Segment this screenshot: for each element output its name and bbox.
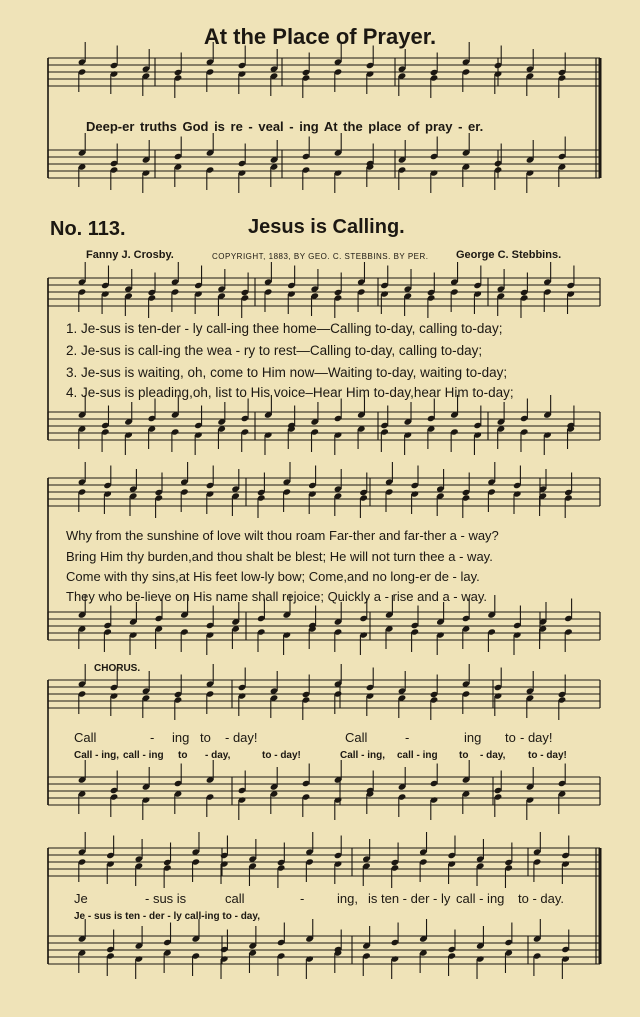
chorus-word: to - day. (518, 891, 565, 906)
top-piece-title: At the Place of Prayer. (203, 24, 437, 49)
hymn-number: No. 113. (50, 218, 126, 240)
chorus-bass-word: - day, (480, 750, 506, 761)
chorus-word: to (505, 730, 516, 745)
chorus-word: ing, (337, 891, 358, 906)
verse-2-line-2: Bring Him thy burden,and thou shalt be blest; He will not turn thee a - way. (66, 549, 493, 564)
chorus-bass-word: call - ing (397, 750, 438, 761)
hymn-author: Fanny J. Crosby. (86, 249, 174, 261)
verse-2-line-1: 2. Je-sus is call-ing the wea - ry to rest—Calling to-day, calling to-day; (66, 343, 483, 358)
chorus-label: CHORUS. (94, 663, 141, 674)
verse-1-line-2: Why from the sunshine of love wilt thou roam Far-ther and far-ther a - way? (66, 528, 499, 543)
verse-1-line-1: 1. Je-sus is ten-der - ly call-ing thee home—Calling to-day, calling to-day; (66, 321, 503, 336)
chorus-bass-word: to - day! (262, 750, 301, 761)
chorus-bass-word: Call - ing, (340, 750, 385, 761)
chorus-bass-word: Call - ing, (74, 750, 119, 761)
chorus-word: ing (172, 730, 190, 745)
verse-3-line-1: 3. Je-sus is waiting, oh, come to Him now—Waiting to-day, waiting to-day; (66, 365, 508, 380)
chorus-word: Call (74, 730, 97, 745)
chorus-bass-word: to (459, 750, 469, 761)
chorus-word: to (200, 730, 211, 745)
verse-4-line-2: They who be-lieve on His name shall rejoice; Quickly a - rise and a - way. (66, 589, 487, 604)
chorus-word: Call (345, 730, 368, 745)
chorus-bass-word: to - day! (528, 750, 567, 761)
verse-3-line-2: Come with thy sins,at His feet low-ly bow; Come,and no long-er de - lay. (66, 569, 480, 584)
chorus-bass-line-2: Je - sus is ten - der - ly call-ing to - day, (74, 911, 260, 922)
chorus-word: Je (74, 891, 88, 906)
chorus-word: call (225, 891, 245, 906)
chorus-word: - (300, 891, 305, 906)
chorus-word: - (150, 730, 155, 745)
chorus-word: is ten - der - ly (368, 891, 451, 906)
chorus-word: call - ing (456, 891, 505, 906)
chorus-bass-word: call - ing (123, 750, 164, 761)
chorus-bass-word: to (178, 750, 188, 761)
chorus-bass-word: - day, (205, 750, 231, 761)
chorus-word: ing (464, 730, 482, 745)
chorus-word: - day! (520, 730, 553, 745)
top-piece-lyric: Deep-er truths God is re - veal - ing At the place of pray - er. (86, 119, 484, 134)
chorus-word: - (405, 730, 410, 745)
chorus-word: - day! (225, 730, 258, 745)
hymn-composer: George C. Stebbins. (456, 249, 562, 261)
hymn-title: Jesus is Calling. (248, 216, 405, 238)
verse-4-line-1: 4. Je-sus is pleading,oh, list to His voice–Hear Him to-day,hear Him to-day; (66, 385, 514, 400)
hymn-copyright: COPYRIGHT, 1883, BY GEO. C. STEBBINS. BY PER. (212, 252, 429, 261)
chorus-word: - sus is (145, 891, 187, 906)
